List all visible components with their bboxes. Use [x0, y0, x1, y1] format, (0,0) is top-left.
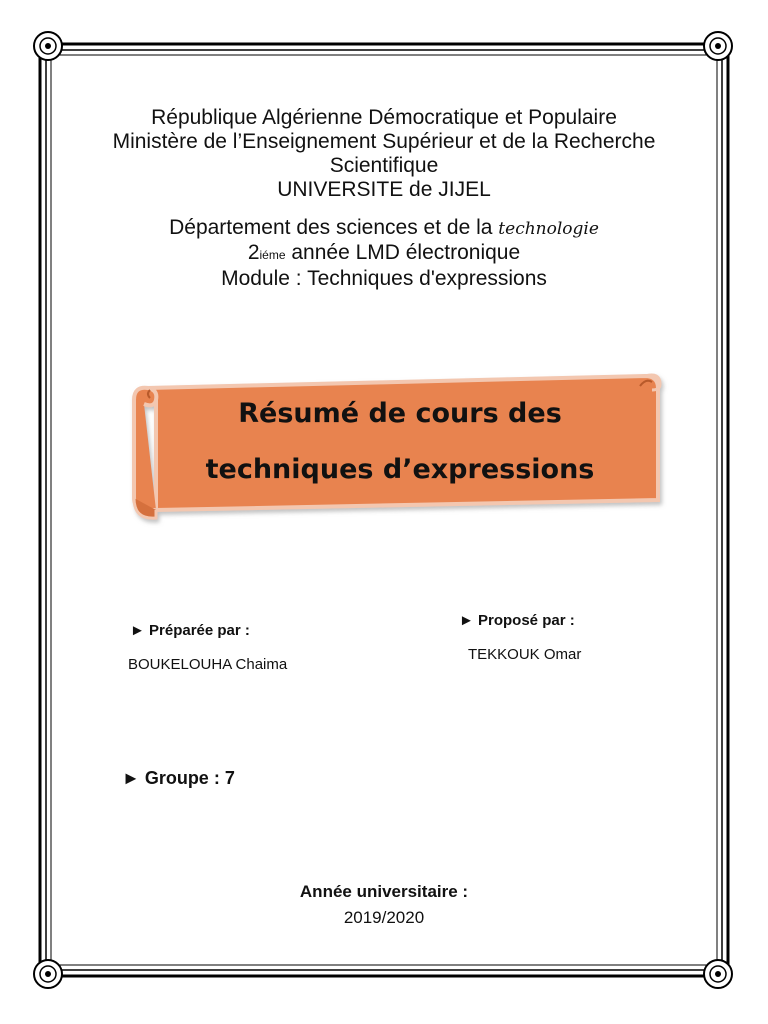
module-line: Module : Techniques d'expressions — [221, 267, 547, 290]
institution-header — [0, 106, 768, 202]
corner-ornament-bottom-left — [34, 960, 62, 988]
corner-ornament-top-right — [704, 32, 732, 60]
academic-year-value: 2019/2020 — [343, 908, 425, 927]
department-block — [0, 216, 768, 291]
header-republic: République Algérienne Démocratique et Populaire — [151, 106, 617, 129]
header-ministry: Ministère de l’Enseignement Supérieur et de la Recherche — [112, 130, 656, 153]
header-university: UNIVERSITE de JIJEL — [277, 178, 491, 201]
group-label: ► Groupe : 7 — [122, 768, 235, 788]
header-ministry-cont: Scientifique — [329, 154, 439, 177]
document-title-line2: techniques d’expressions — [205, 454, 595, 485]
proposed-by-label: ► Proposé par : — [459, 612, 575, 629]
year-text: année LMD électronique — [285, 241, 521, 264]
department-text: Département des sciences et de la — [169, 216, 493, 239]
year-number: 2 — [247, 241, 260, 264]
prepared-by-label: ► Préparée par : — [130, 622, 250, 639]
corner-ornament-bottom-right — [704, 960, 732, 988]
prepared-by-name: BOUKELOUHA Chaima — [128, 656, 288, 673]
year-suffix: iéme — [259, 248, 286, 262]
title-scroll-banner — [120, 360, 670, 535]
academic-year-label: Année universitaire : — [299, 882, 469, 901]
corner-ornament-top-left — [34, 32, 62, 60]
department-cursive: technologie — [498, 219, 599, 239]
department-line — [0, 216, 768, 241]
year-line — [0, 241, 768, 267]
proposed-by-name: TEKKOUK Omar — [468, 646, 582, 663]
document-title-line1: Résumé de cours des — [238, 398, 562, 429]
